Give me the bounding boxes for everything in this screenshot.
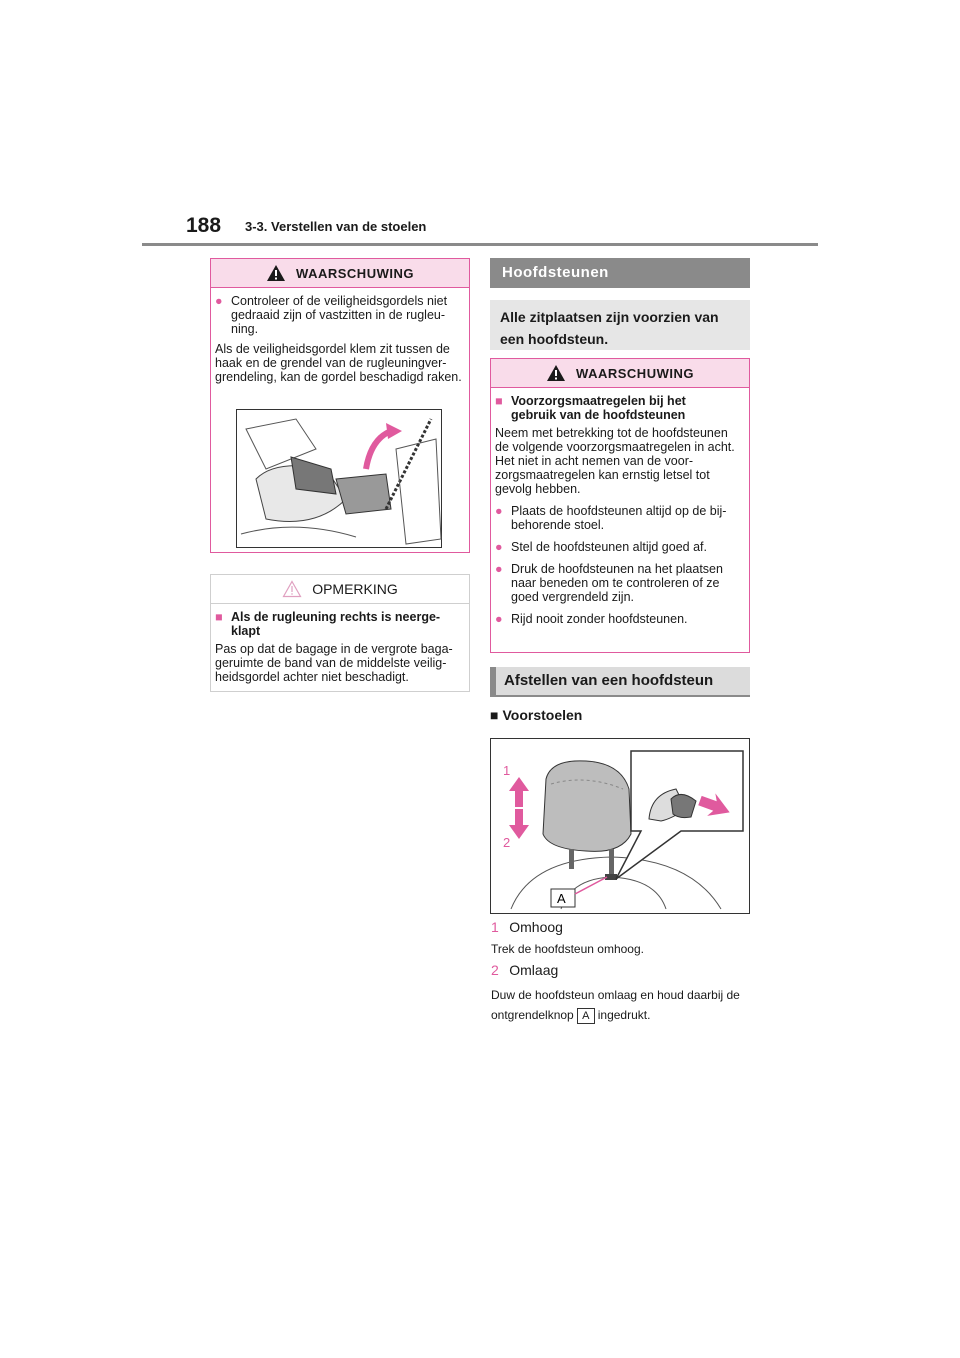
warning-bullet: ● Plaats de hoofdsteunen altijd op de bij-behorende stoel. xyxy=(495,504,727,532)
warning-paragraph: Als de veiligheidsgordel klem zit tussen de haak en de grendel van de rugleuningver-grendeling, kan de gordel beschadigd raken. xyxy=(215,342,462,384)
bullet-dot-icon: ● xyxy=(495,562,503,576)
headrest-adjust-figure xyxy=(490,738,750,914)
header-divider xyxy=(142,243,818,246)
intro-text: Alle zitplaatsen zijn voorzien van een hoofdsteun. xyxy=(490,300,750,350)
subsection-heading-adjust: Afstellen van een hoofdsteun xyxy=(490,667,750,697)
bullet-square-icon: ■ xyxy=(490,707,499,723)
note-heading: ■ Als de rugleuning rechts is neerge-klapt xyxy=(215,610,441,638)
bullet-dot-icon: ● xyxy=(495,612,503,626)
bullet-dot-icon: ● xyxy=(215,294,223,308)
warning-header xyxy=(211,259,469,288)
step-down-text: Duw de hoofdsteun omlaag en houd daarbij de ontgrendelknop A ingedrukt. xyxy=(491,988,740,1022)
warning-heading: ■ Voorzorgsmaatregelen bij het gebruik van de hoofdsteunen xyxy=(495,394,686,422)
warning-triangle-icon xyxy=(546,364,566,382)
button-a-badge: A xyxy=(577,1008,595,1024)
warning-bullet: ● Controleer of de veiligheidsgordels niet gedraaid zijn of vastzitten in de rugleu-ning. xyxy=(215,294,448,336)
front-seats-heading: ■ Voorstoelen xyxy=(490,707,583,723)
seatbelt-illustration xyxy=(236,409,442,548)
warning-triangle-icon xyxy=(266,264,286,282)
section-title: 3-3. Verstellen van de stoelen xyxy=(245,219,427,234)
arrow-up-label: 1 xyxy=(503,763,511,778)
warning-bullet: ● Stel de hoofdsteunen altijd goed af. xyxy=(495,540,707,554)
warning-bullet: ● Rijd nooit zonder hoofdsteunen. xyxy=(495,612,688,626)
warning-bullet: ● Druk de hoofdsteunen na het plaatsen naar beneden om te controleren of ze goed vergrendeld zijn. xyxy=(495,562,723,604)
note-paragraph: Pas op dat de bagage in de vergrote baga-geruimte de band van de middelste veilig-heidsgordel achter niet beschadigt. xyxy=(215,642,453,684)
headrest-illustration xyxy=(491,739,749,913)
note-title: OPMERKING xyxy=(312,581,398,597)
button-label: A xyxy=(557,891,566,906)
warning-box-seatbelt xyxy=(210,258,470,553)
note-header xyxy=(211,575,469,604)
note-box xyxy=(210,574,470,692)
step-down: 2 Omlaag xyxy=(491,962,559,978)
bullet-dot-icon: ● xyxy=(495,504,503,518)
bullet-square-icon: ■ xyxy=(495,394,503,408)
warning-box-headrests xyxy=(490,358,750,653)
step-up-text: Trek de hoofdsteun omhoog. xyxy=(491,942,644,956)
arrow-down-label: 2 xyxy=(503,835,511,850)
warning-title: WAARSCHUWING xyxy=(576,365,694,381)
warning-title: WAARSCHUWING xyxy=(296,265,414,281)
section-heading-hoofdsteunen: Hoofdsteunen xyxy=(490,258,750,288)
caution-outline-icon xyxy=(282,580,302,598)
step-up: 1 Omhoog xyxy=(491,919,563,935)
page-number: 188 xyxy=(186,214,222,237)
bullet-square-icon: ■ xyxy=(215,610,223,624)
warning-header xyxy=(491,359,749,388)
bullet-dot-icon: ● xyxy=(495,540,503,554)
warning-paragraph: Neem met betrekking tot de hoofdsteunen de volgende voorzorgsmaatregelen in acht. Het niet in acht nemen van de voor-zorgsmaatregelen kan ernstig letsel tot gevolg hebben. xyxy=(495,426,735,496)
